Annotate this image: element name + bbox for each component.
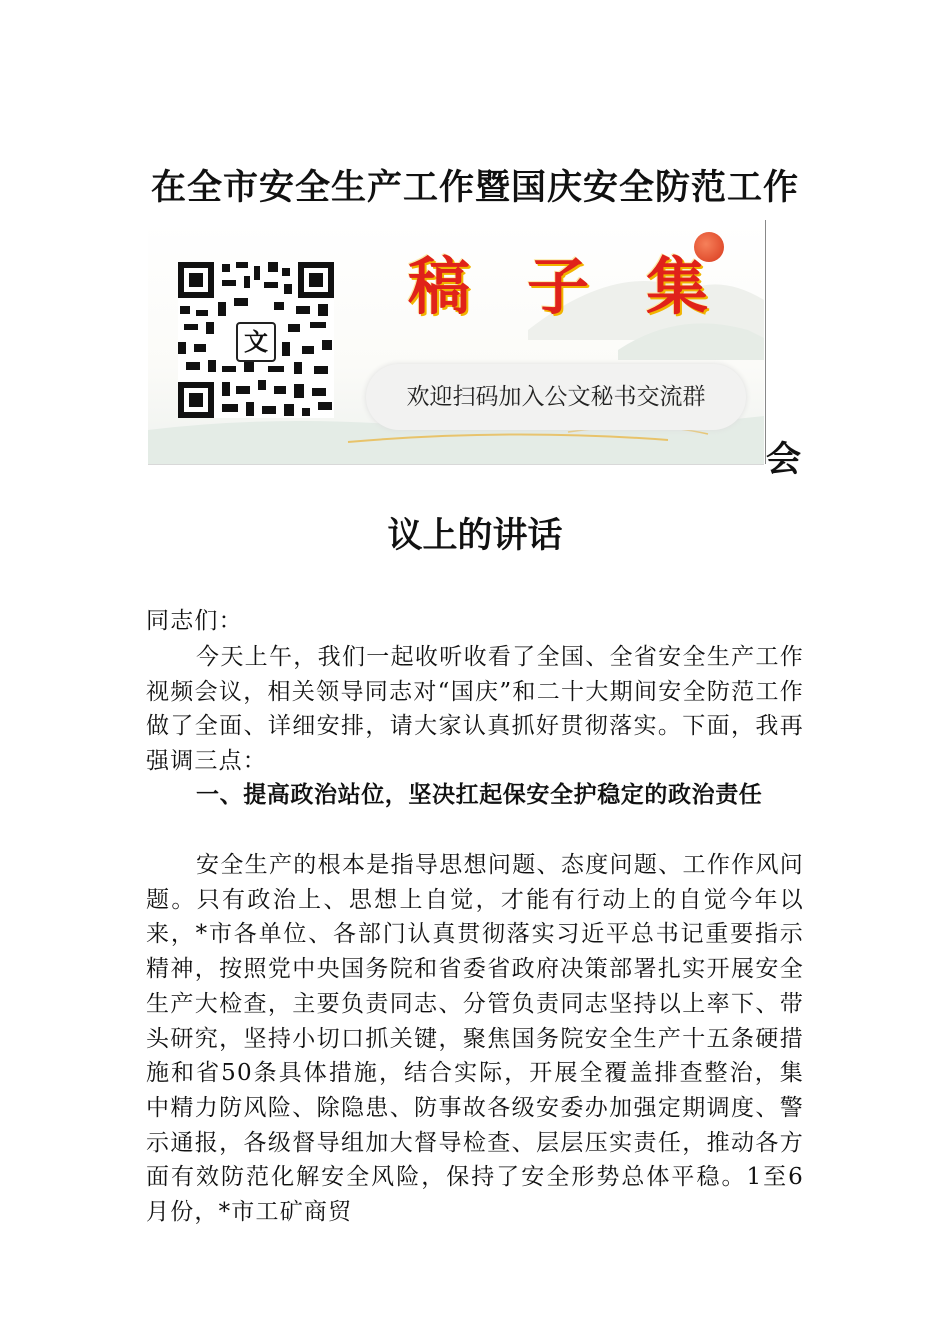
brand-logo: [408, 236, 708, 326]
banner-divider: [765, 220, 766, 464]
document-title-line2: 议上的讲话: [387, 516, 563, 556]
brand-char: 稿: [408, 249, 471, 323]
brand-char: 子: [526, 249, 589, 323]
document-title-line1: 在全市安全生产工作暨国庆安全防范工作: [150, 168, 799, 208]
brand-char: 集: [645, 249, 708, 323]
section-heading-1: 一、提高政治站位，坚决扛起保安全护稳定的政治责任: [196, 782, 763, 808]
paragraph-section-1: 安全生产的根本是指导思想问题、态度问题、工作作风问题。只有政治上、思想上自觉，才能有行动上的自觉今年以来，*市各单位、各部门认真贯彻落实习近平总书记重要指示精神，按照党中央国务院和省委省政府决策部署扎实开展安全生产大检查，主要负责同志、分管负责同志坚持以上率下、带头研究，坚持小切口抓关键，聚焦国务院安全生产十五条硬措施和省50条具体措施，结合实际，开展全覆盖排查整治，集中精力防风险、除隐患、防事故各级安委办加强定期调度、警示通报，各级督导组加大督导检查、层层压实责任，推动各方面有效防范化解安全风险，保持了安全形势总体平稳。1至6月份，*市工矿商贸: [146, 852, 804, 1226]
paragraph-intro: 今天上午，我们一起收听收看了全国、全省安全生产工作视频会议，相关领导同志对“国庆”和二十大期间安全防范工作做了全面、详细安排，请大家认真抓好贯彻落实。下面，我再强调三点：: [146, 644, 804, 775]
salutation: 同志们：: [146, 608, 243, 634]
banner-slogan: 欢迎扫码加入公文秘书交流群: [366, 364, 746, 430]
qr-center-badge: 文: [236, 322, 276, 362]
document-title-fragment: 会: [766, 440, 802, 480]
